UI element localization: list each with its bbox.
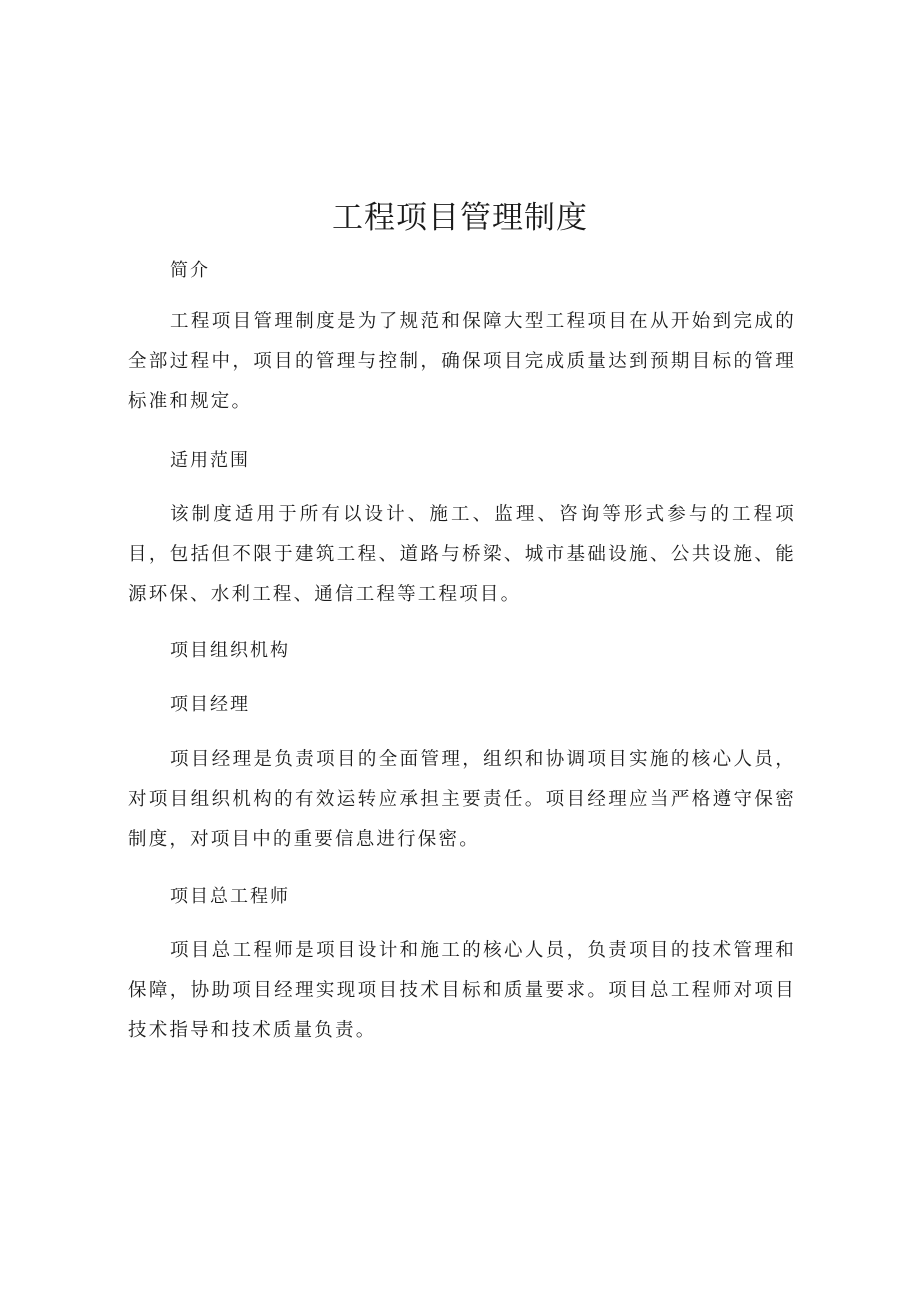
section-heading-chief-engineer: 项目总工程师 [170,886,290,907]
paragraph-project-manager: 项目经理是负责项目的全面管理，组织和协调项目实施的核心人员，对项目组织机构的有效运转应承担主要责任。项目经理应当严格遵守保密制度，对项目中的重要信息进行保密。 [128,749,796,850]
paragraph-chief-engineer: 项目总工程师是项目设计和施工的核心人员，负责项目的技术管理和保障，协助项目经理实现项目技术目标和质量要求。项目总工程师对项目技术指导和技术质量负责。 [128,940,796,1041]
document-title: 工程项目管理制度 [332,200,588,236]
paragraph-intro: 工程项目管理制度是为了规范和保障大型工程项目在从开始到完成的全部过程中，项目的管理与控制，确保项目完成质量达到预期目标的管理标准和规定。 [128,311,796,412]
section-heading-intro: 简介 [170,260,210,281]
section-heading-organization: 项目组织机构 [170,640,290,661]
section-heading-scope: 适用范围 [170,450,250,471]
paragraph-scope: 该制度适用于所有以设计、施工、监理、咨询等形式参与的工程项目，包括但不限于建筑工程、道路与桥梁、城市基础设施、公共设施、能源环保、水利工程、通信工程等工程项目。 [128,504,796,605]
section-heading-project-manager: 项目经理 [170,694,250,715]
